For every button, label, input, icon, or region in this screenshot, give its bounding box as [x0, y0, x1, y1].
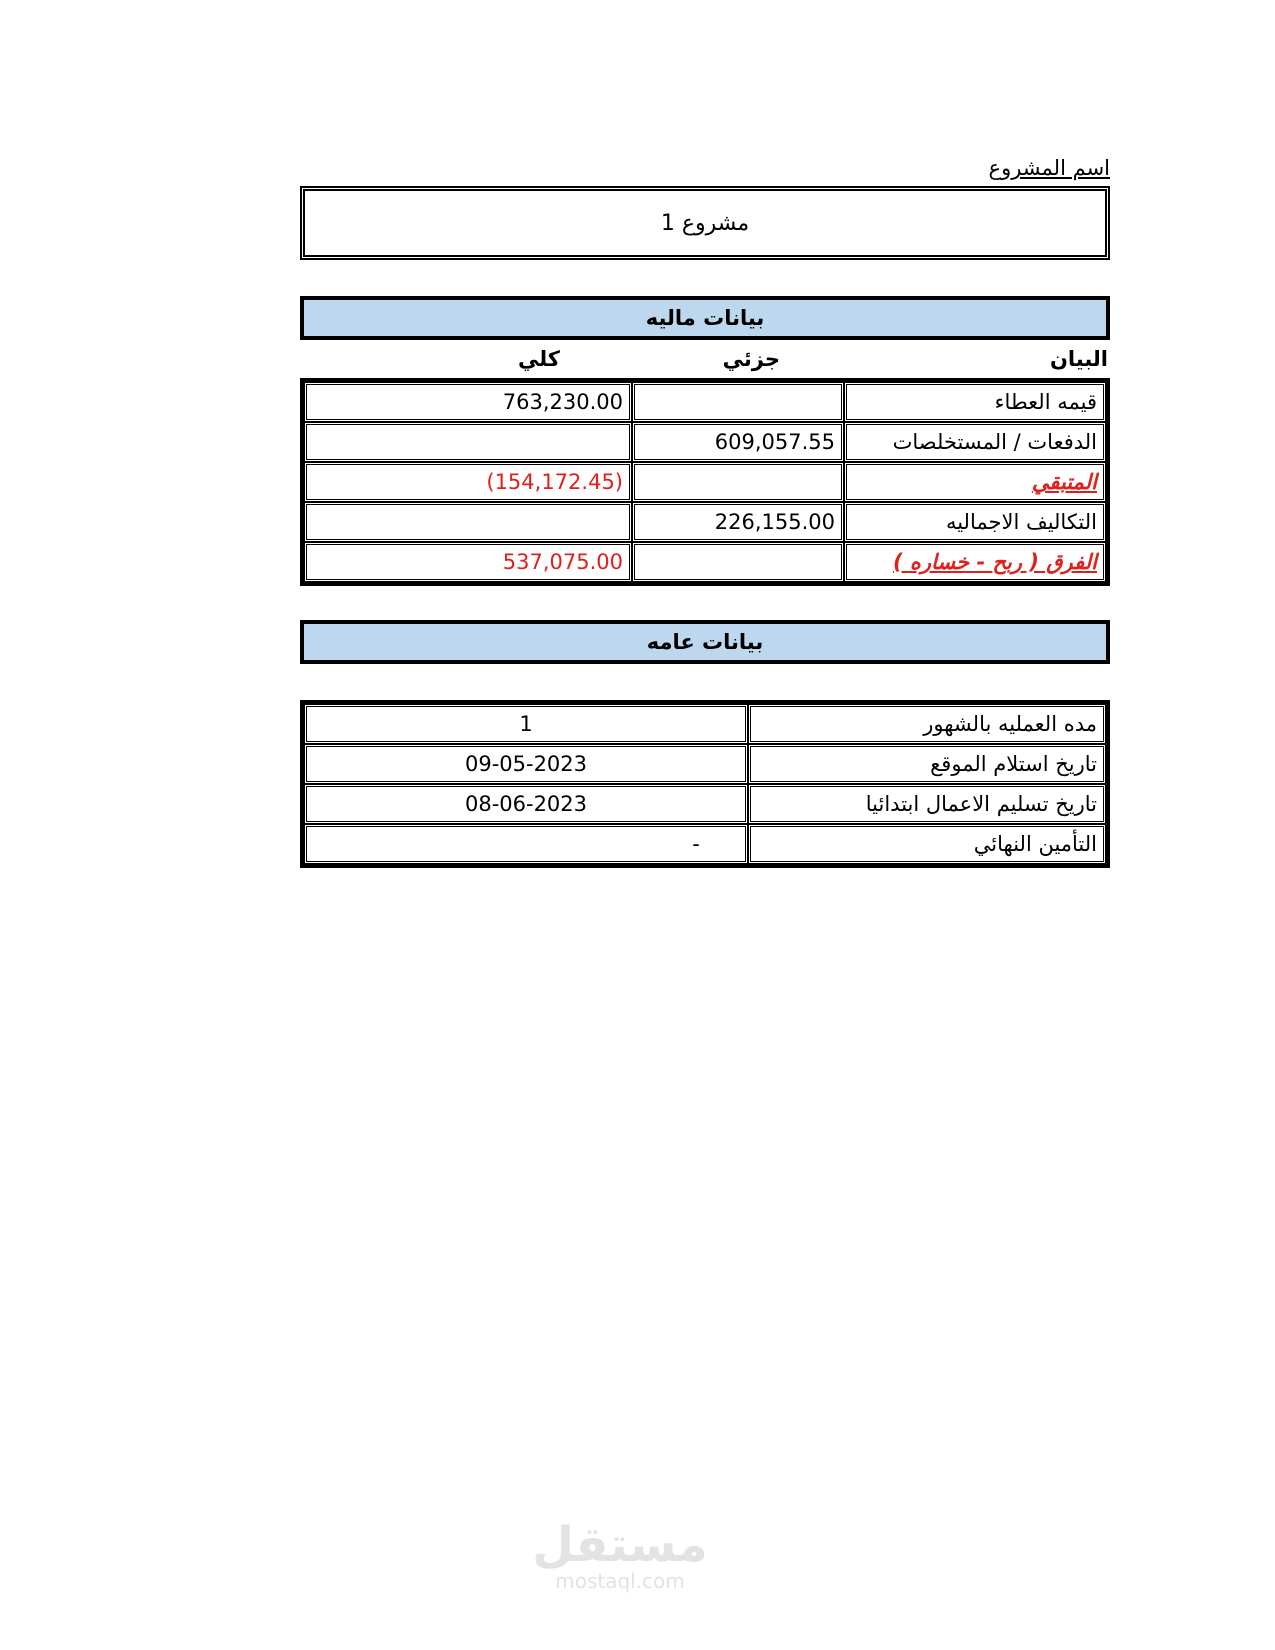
table-row	[304, 542, 1106, 582]
table-row	[304, 744, 1106, 784]
partial-cell	[632, 462, 844, 502]
row-label: قيمه العطاء	[844, 382, 1106, 422]
table-row	[304, 502, 1106, 542]
financial-section-title: بيانات ماليه	[645, 306, 765, 330]
column-header-partial: جزئي	[722, 347, 780, 371]
watermark-latin: mostaql.com	[555, 1569, 685, 1593]
table-row	[304, 824, 1106, 864]
row-label: الفرق ( ربح - خساره )	[844, 542, 1106, 582]
table-row	[304, 382, 1106, 422]
table-row	[304, 784, 1106, 824]
financial-table	[300, 378, 1110, 586]
row-label: التكاليف الاجماليه	[844, 502, 1106, 542]
project-name-value: مشروع 1	[660, 210, 750, 236]
row-label: المتبقي	[844, 462, 1106, 502]
general-section-header	[300, 620, 1110, 664]
project-name-label: اسم المشروع	[988, 156, 1110, 180]
table-row	[304, 462, 1106, 502]
total-cell	[304, 422, 632, 462]
partial-cell	[632, 382, 844, 422]
total-cell: (154,172.45)	[304, 462, 632, 502]
project-name-box	[300, 186, 1110, 260]
table-row	[304, 704, 1106, 744]
row-label: تاريخ تسليم الاعمال ابتدائيا	[748, 784, 1106, 824]
value-cell: 1	[304, 704, 748, 744]
value-cell: 08-06-2023	[304, 784, 748, 824]
row-label: الدفعات / المستخلصات	[844, 422, 1106, 462]
row-label: تاريخ استلام الموقع	[748, 744, 1106, 784]
column-header-description: البيان	[1049, 347, 1108, 371]
total-cell: 763,230.00	[304, 382, 632, 422]
total-cell: 537,075.00	[304, 542, 632, 582]
general-section-title: بيانات عامه	[646, 630, 764, 654]
general-table	[300, 700, 1110, 868]
value-cell: -	[304, 824, 748, 864]
table-row	[304, 422, 1106, 462]
partial-cell	[632, 542, 844, 582]
total-cell	[304, 502, 632, 542]
value-cell: 09-05-2023	[304, 744, 748, 784]
mostaql-watermark	[520, 1517, 720, 1593]
watermark-arabic: مستقل	[532, 1517, 708, 1573]
column-header-total: كلي	[517, 347, 560, 371]
partial-cell: 226,155.00	[632, 502, 844, 542]
row-label: التأمين النهائي	[748, 824, 1106, 864]
row-label: مده العمليه بالشهور	[748, 704, 1106, 744]
financial-section-header	[300, 296, 1110, 340]
partial-cell: 609,057.55	[632, 422, 844, 462]
